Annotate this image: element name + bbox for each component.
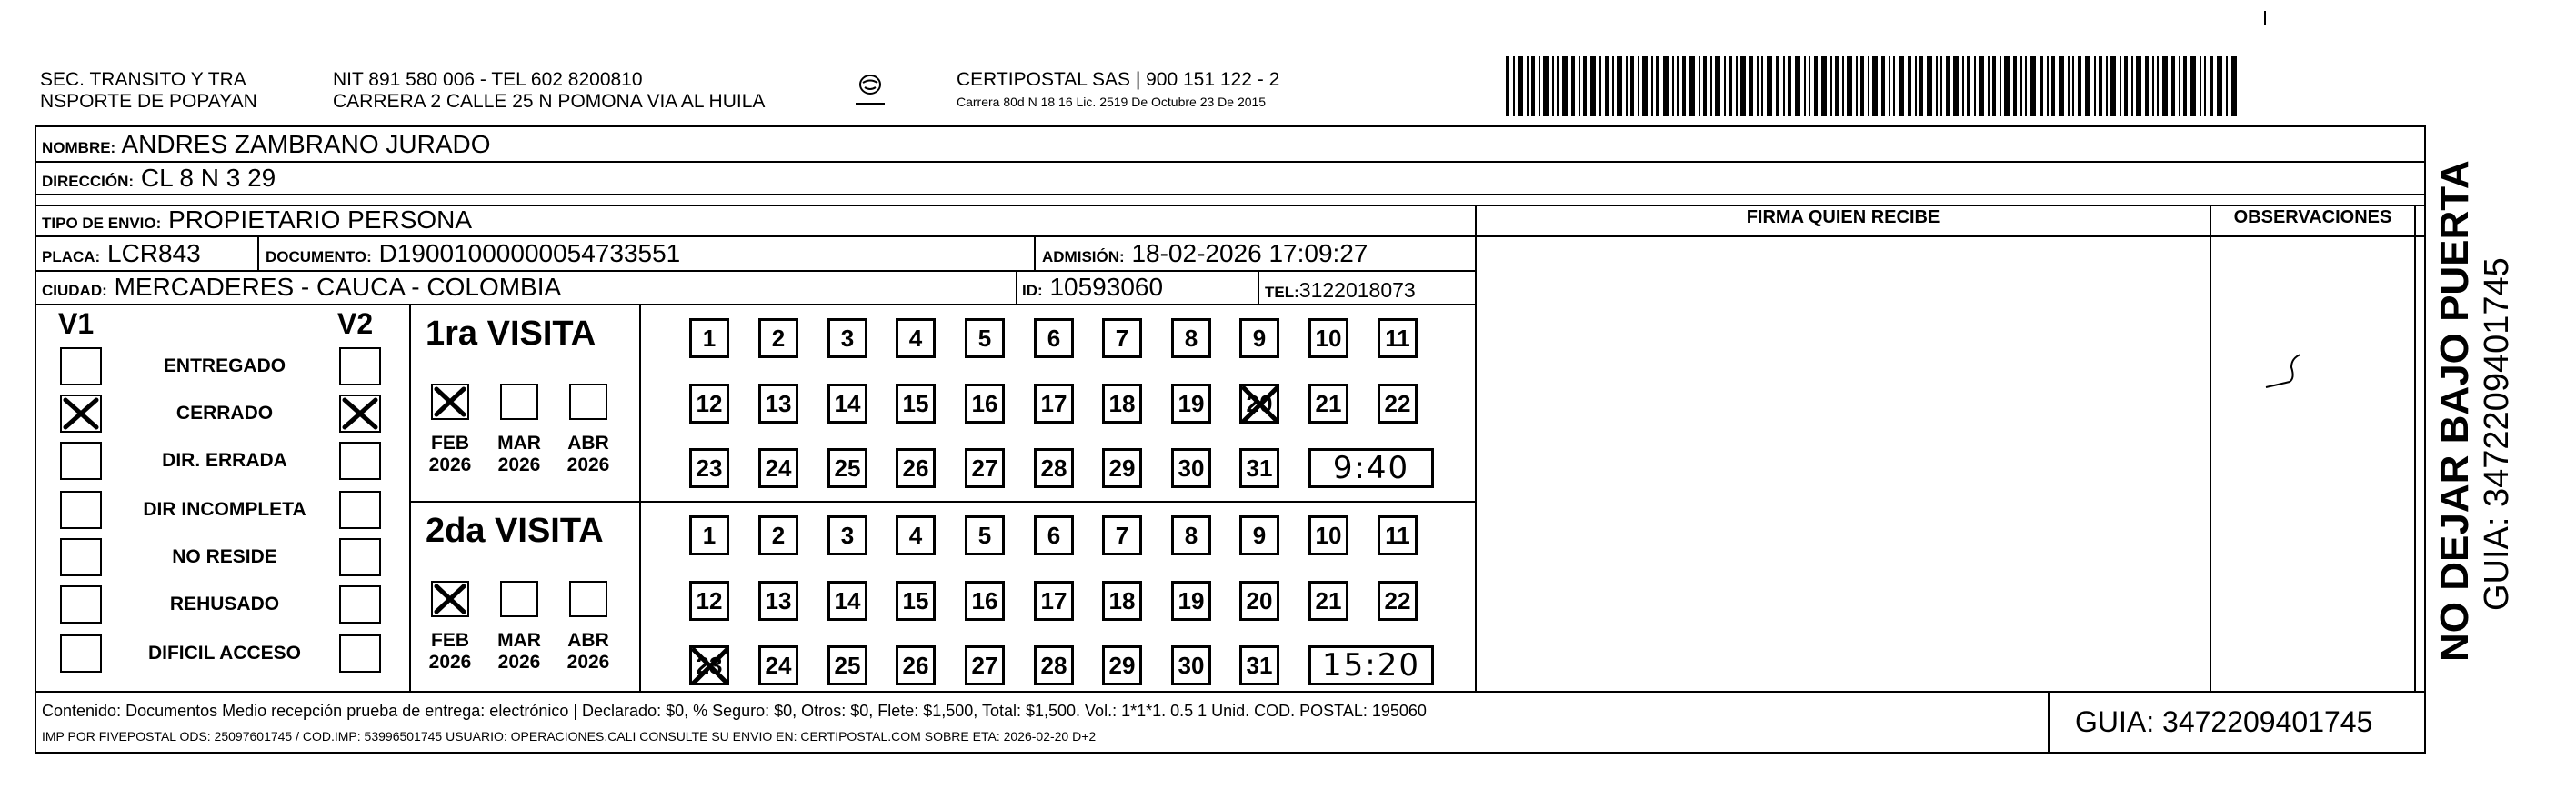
day-box-22[interactable] (1378, 384, 1418, 424)
day-box-3[interactable] (827, 515, 867, 555)
v2-checkbox[interactable] (339, 538, 381, 576)
day-number: 29 (1108, 651, 1136, 679)
day-box-13[interactable] (758, 581, 798, 621)
v1-checkbox[interactable] (60, 634, 102, 673)
day-number: 5 (977, 521, 992, 549)
day-number: 21 (1315, 586, 1342, 614)
tel-label: TEL: (1265, 284, 1299, 301)
day-box-9[interactable] (1239, 318, 1279, 358)
day-box-13[interactable] (758, 384, 798, 424)
footer-content-line: Contenido: Documentos Medio recepción prueba de entrega: electrónico | Declarado: $0, % Seguro: $0, Otros: $0, Flete: $1,500, Total: $1,500. Vol.: 1*1*1. 0.5 1 Unid. COD. POSTAL: 195060 (42, 702, 1427, 720)
day-number: 9 (1252, 324, 1267, 352)
day-number: 7 (1115, 521, 1129, 549)
day-box-7[interactable] (1102, 318, 1142, 358)
id-label: ID: (1022, 282, 1043, 299)
day-number: 28 (1040, 454, 1067, 482)
ciudad-label: CIUDAD: (42, 282, 107, 299)
v2-checkbox[interactable] (339, 442, 381, 480)
day-box-10[interactable] (1308, 515, 1348, 555)
day-box-21[interactable] (1308, 581, 1348, 621)
day-number: 16 (971, 586, 998, 614)
sender-line-2: NSPORTE DE POPAYAN (40, 91, 257, 112)
month-name: MAR (497, 630, 541, 651)
nombre-field (42, 130, 491, 163)
day-number: 24 (765, 454, 792, 482)
month-label (423, 433, 477, 476)
day-box-26[interactable] (896, 448, 936, 488)
day-box-24[interactable] (758, 645, 798, 685)
day-number: 30 (1178, 651, 1205, 679)
day-number: 20 (1246, 586, 1273, 614)
status-label: DIR INCOMPLETA (143, 499, 306, 520)
month-name: FEB (431, 433, 469, 454)
day-number: 25 (834, 651, 861, 679)
month-name: ABR (567, 630, 609, 651)
day-box-25[interactable] (827, 448, 867, 488)
day-box-18[interactable] (1102, 581, 1142, 621)
day-number: 17 (1040, 586, 1067, 614)
ciudad-field (42, 273, 561, 305)
day-box-4[interactable] (896, 515, 936, 555)
sender-nit-line: NIT 891 580 006 - TEL 602 8200810 (333, 69, 643, 90)
day-number: 31 (1246, 454, 1273, 482)
guia-number: GUIA: 3472209401745 (2075, 705, 2373, 738)
day-number: 23 (696, 454, 723, 482)
admision-field (1042, 239, 1368, 272)
placa-label: PLACA: (42, 248, 101, 265)
id-field (1022, 273, 1163, 305)
day-box-2[interactable] (758, 515, 798, 555)
day-number: 15 (902, 389, 929, 417)
certipostal-logo (843, 69, 897, 113)
month-checkbox-feb[interactable] (431, 384, 469, 420)
v2-checkbox[interactable] (339, 634, 381, 673)
v2-checkbox[interactable] (339, 585, 381, 624)
day-box-1[interactable] (689, 318, 729, 358)
day-box-10[interactable] (1308, 318, 1348, 358)
month-checkbox-mar[interactable] (500, 384, 538, 420)
day-number: 1 (702, 521, 717, 549)
month-name: FEB (431, 630, 469, 651)
status-label: DIFICIL ACCESO (147, 643, 301, 664)
direccion-value: CL 8 N 3 29 (140, 164, 276, 192)
day-number: 11 (1385, 324, 1410, 352)
day-box-20[interactable] (1239, 384, 1279, 424)
visit-time: 9:40 (1332, 450, 1410, 486)
day-box-16[interactable] (965, 384, 1005, 424)
no-dejar-bajo-puerta: NO DEJAR BAJO PUERTA (2432, 160, 2477, 662)
day-number: 18 (1108, 389, 1136, 417)
month-label (492, 433, 546, 476)
day-number: 29 (1108, 454, 1136, 482)
day-box-23[interactable] (689, 448, 729, 488)
v1-checkbox[interactable] (60, 347, 102, 385)
v1-checkbox[interactable] (60, 491, 102, 529)
day-number: 10 (1315, 324, 1342, 352)
direccion-label: DIRECCIÓN: (42, 173, 135, 190)
day-number: 12 (696, 389, 723, 417)
day-box-7[interactable] (1102, 515, 1142, 555)
day-box-16[interactable] (965, 581, 1005, 621)
day-number: 26 (902, 651, 929, 679)
day-box-15[interactable] (896, 384, 936, 424)
day-box-22[interactable] (1378, 581, 1418, 621)
day-box-28[interactable] (1034, 448, 1074, 488)
month-year: 2026 (428, 454, 472, 475)
day-box-20[interactable] (1239, 581, 1279, 621)
day-box-12[interactable] (689, 581, 729, 621)
day-box-27[interactable] (965, 645, 1005, 685)
v2-header: V2 (337, 307, 374, 340)
month-name: MAR (497, 433, 541, 454)
day-number: 14 (834, 586, 861, 614)
day-box-14[interactable] (827, 384, 867, 424)
day-number: 6 (1047, 324, 1061, 352)
visit-time-box[interactable] (1308, 448, 1434, 488)
day-number: 11 (1385, 521, 1410, 549)
day-box-8[interactable] (1171, 318, 1211, 358)
day-box-29[interactable] (1102, 448, 1142, 488)
month-checkbox-abr[interactable] (569, 581, 607, 617)
v1-checkbox[interactable] (60, 538, 102, 576)
month-label (561, 630, 616, 674)
day-number: 15 (902, 586, 929, 614)
v1-checkbox[interactable] (60, 442, 102, 480)
day-box-6[interactable] (1034, 515, 1074, 555)
v1-checkbox[interactable] (60, 395, 102, 433)
day-number: 25 (834, 454, 861, 482)
day-number: 5 (977, 324, 992, 352)
month-year: 2026 (566, 652, 610, 673)
documento-value: D19001000000054733551 (378, 239, 681, 267)
day-box-29[interactable] (1102, 645, 1142, 685)
day-number: 22 (1384, 586, 1411, 614)
placa-field (42, 239, 201, 272)
day-box-27[interactable] (965, 448, 1005, 488)
day-box-4[interactable] (896, 318, 936, 358)
month-year: 2026 (566, 454, 610, 475)
courier-line-1: CERTIPOSTAL SAS | 900 151 122 - 2 (957, 69, 1280, 90)
status-label: DIR. ERRADA (162, 450, 287, 471)
day-box-19[interactable] (1171, 384, 1211, 424)
sender-address-line: CARRERA 2 CALLE 25 N POMONA VIA AL HUILA (333, 91, 766, 112)
day-number: 21 (1315, 389, 1342, 417)
visit-time-box[interactable] (1308, 645, 1434, 685)
status-label: CERRADO (175, 403, 274, 424)
tipo-envio-label: TIPO DE ENVIO: (42, 215, 162, 232)
month-label (423, 630, 477, 674)
day-box-5[interactable] (965, 515, 1005, 555)
day-number: 16 (971, 389, 998, 417)
day-number: 24 (765, 651, 792, 679)
day-box-26[interactable] (896, 645, 936, 685)
day-number: 3 (840, 324, 855, 352)
day-number: 4 (908, 324, 923, 352)
placa-value: LCR843 (107, 239, 201, 267)
day-box-11[interactable] (1378, 318, 1418, 358)
day-number: 27 (971, 651, 998, 679)
day-number: 20 (1246, 389, 1273, 417)
v1-header: V1 (58, 307, 95, 340)
tel-field (1265, 275, 1416, 307)
visit-title: 2da VISITA (426, 512, 604, 550)
day-number: 10 (1315, 521, 1342, 549)
day-box-15[interactable] (896, 581, 936, 621)
courier-line-2: Carrera 80d N 18 16 Lic. 2519 De Octubre 23 De 2015 (957, 95, 1267, 109)
day-box-25[interactable] (827, 645, 867, 685)
visit-time: 15:20 (1322, 647, 1420, 684)
admision-label: ADMISIÓN: (1042, 248, 1125, 265)
v2-checkbox[interactable] (339, 491, 381, 529)
day-number: 13 (765, 389, 792, 417)
side-guia-number: GUIA: 3472209401745 (2478, 257, 2516, 611)
day-number: 2 (771, 521, 786, 549)
day-box-11[interactable] (1378, 515, 1418, 555)
day-number: 9 (1252, 521, 1267, 549)
day-box-31[interactable] (1239, 645, 1279, 685)
day-box-14[interactable] (827, 581, 867, 621)
day-number: 22 (1384, 389, 1411, 417)
nombre-value: ANDRES ZAMBRANO JURADO (121, 130, 491, 158)
id-value: 10593060 (1049, 273, 1164, 301)
v2-checkbox[interactable] (339, 395, 381, 433)
footer-print-line: IMP POR FIVEPOSTAL ODS: 25097601745 / COD.IMP: 53996501745 USUARIO: OPERACIONES.CALI CONSULTE SU ENVIO EN: CERTIPOSTAL.COM SOBRE ETA: 2026-02-20 D+2 (42, 729, 1097, 744)
day-number: 17 (1040, 389, 1067, 417)
documento-field (266, 239, 680, 272)
day-box-8[interactable] (1171, 515, 1211, 555)
tel-value: 3122018073 (1298, 278, 1416, 302)
visit-title: 1ra VISITA (426, 315, 596, 353)
day-number: 18 (1108, 586, 1136, 614)
admision-value: 18-02-2026 17:09:27 (1131, 239, 1368, 267)
day-box-12[interactable] (689, 384, 729, 424)
scan-mark (2264, 11, 2266, 25)
day-number: 7 (1115, 324, 1129, 352)
day-box-18[interactable] (1102, 384, 1142, 424)
day-box-1[interactable] (689, 515, 729, 555)
barcode (1506, 56, 2240, 116)
tipo-envio-value: PROPIETARIO PERSONA (168, 205, 473, 234)
month-label (492, 630, 546, 674)
day-number: 27 (971, 454, 998, 482)
month-checkbox-feb[interactable] (431, 581, 469, 617)
v2-checkbox[interactable] (339, 347, 381, 385)
day-number: 4 (908, 521, 923, 549)
day-box-17[interactable] (1034, 384, 1074, 424)
day-number: 8 (1184, 521, 1198, 549)
month-year: 2026 (497, 652, 541, 673)
day-number: 31 (1246, 651, 1273, 679)
day-number: 8 (1184, 324, 1198, 352)
day-box-31[interactable] (1239, 448, 1279, 488)
documento-label: DOCUMENTO: (266, 248, 372, 265)
day-number: 12 (696, 586, 723, 614)
day-box-2[interactable] (758, 318, 798, 358)
status-label: REHUSADO (169, 594, 280, 614)
day-box-19[interactable] (1171, 581, 1211, 621)
day-number: 19 (1178, 586, 1205, 614)
day-number: 13 (765, 586, 792, 614)
v1-checkbox[interactable] (60, 585, 102, 624)
month-checkbox-mar[interactable] (500, 581, 538, 617)
direccion-field (42, 164, 276, 196)
day-number: 6 (1047, 521, 1061, 549)
day-box-30[interactable] (1171, 645, 1211, 685)
ciudad-value: MERCADERES - CAUCA - COLOMBIA (114, 273, 562, 301)
tipo-envio-field (42, 205, 472, 238)
nombre-label: NOMBRE: (42, 139, 116, 156)
day-box-6[interactable] (1034, 318, 1074, 358)
day-number: 30 (1178, 454, 1205, 482)
day-number: 26 (902, 454, 929, 482)
day-box-5[interactable] (965, 318, 1005, 358)
day-number: 19 (1178, 389, 1205, 417)
month-checkbox-abr[interactable] (569, 384, 607, 420)
month-year: 2026 (497, 454, 541, 475)
day-number: 2 (771, 324, 786, 352)
day-number: 23 (696, 651, 723, 679)
status-label: NO RESIDE (172, 546, 277, 567)
month-name: ABR (567, 433, 609, 454)
day-box-17[interactable] (1034, 581, 1074, 621)
observaciones-header: OBSERVACIONES (2233, 207, 2392, 227)
day-box-23[interactable] (689, 645, 729, 685)
day-box-9[interactable] (1239, 515, 1279, 555)
day-number: 14 (834, 389, 861, 417)
month-year: 2026 (428, 652, 472, 673)
month-label (561, 433, 616, 476)
day-box-28[interactable] (1034, 645, 1074, 685)
firma-header: FIRMA QUIEN RECIBE (1746, 207, 1940, 227)
day-box-24[interactable] (758, 448, 798, 488)
sender-line-1: SEC. TRANSITO Y TRA (40, 69, 246, 90)
day-number: 3 (840, 521, 855, 549)
day-box-3[interactable] (827, 318, 867, 358)
day-number: 1 (702, 324, 717, 352)
day-box-30[interactable] (1171, 448, 1211, 488)
status-label: ENTREGADO (163, 355, 286, 376)
observaciones-scribble (2264, 351, 2319, 396)
day-box-21[interactable] (1308, 384, 1348, 424)
day-number: 28 (1040, 651, 1067, 679)
